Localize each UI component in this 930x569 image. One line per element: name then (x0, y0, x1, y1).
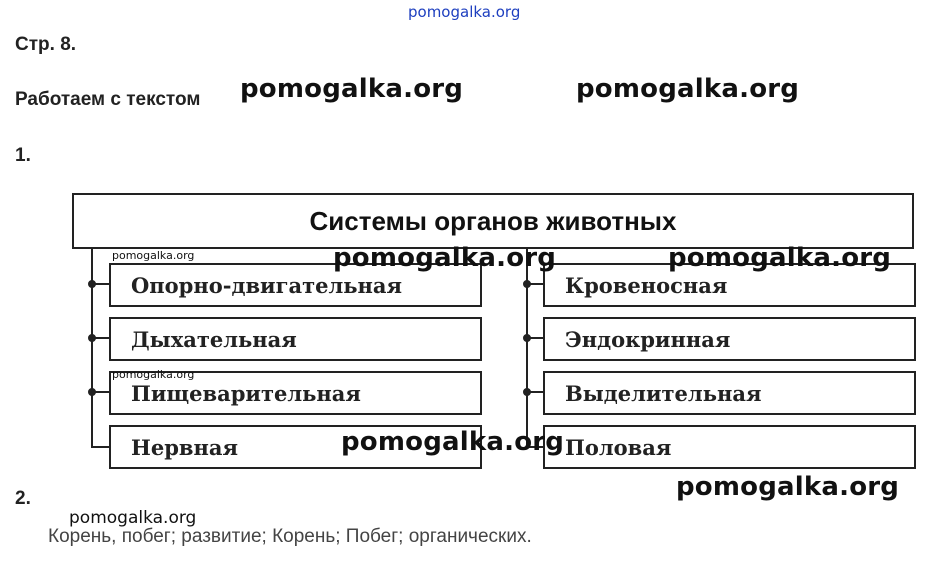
watermark: pomogalka.org (576, 74, 800, 104)
watermark: pomogalka.org (676, 472, 900, 502)
watermark: pomogalka.org (240, 74, 464, 104)
system-label: Нервная (131, 434, 238, 460)
task-2-number: 2. (15, 488, 31, 509)
watermark: pomogalka.org (69, 508, 197, 528)
watermark: pomogalka.org (333, 243, 557, 273)
system-label: Выделительная (565, 380, 762, 406)
watermark-top[interactable]: pomogalka.org (408, 3, 521, 21)
watermark: pomogalka.org (112, 368, 195, 381)
system-label: Пищеварительная (131, 380, 361, 406)
system-label: Эндокринная (565, 326, 731, 352)
section-title: Работаем с текстом (15, 89, 201, 110)
task-2-answer: Корень, побег; развитие; Корень; Побег; органических. (48, 526, 532, 547)
system-label: Опорно-двигательная (131, 272, 403, 298)
system-label: Дыхательная (131, 326, 297, 352)
watermark: pomogalka.org (112, 249, 195, 262)
system-box-right (543, 371, 916, 415)
system-box-left (109, 317, 482, 361)
system-label: Кровеносная (565, 272, 728, 298)
system-box-right (543, 317, 916, 361)
watermark: pomogalka.org (341, 427, 565, 457)
system-label: Половая (565, 434, 672, 460)
task-1-number: 1. (15, 145, 31, 166)
diagram-title: Системы органов животных (309, 205, 677, 236)
watermark: pomogalka.org (668, 243, 892, 273)
diagram-title-box (72, 193, 914, 249)
system-box-right (543, 425, 916, 469)
page-label: Стр. 8. (15, 34, 77, 55)
